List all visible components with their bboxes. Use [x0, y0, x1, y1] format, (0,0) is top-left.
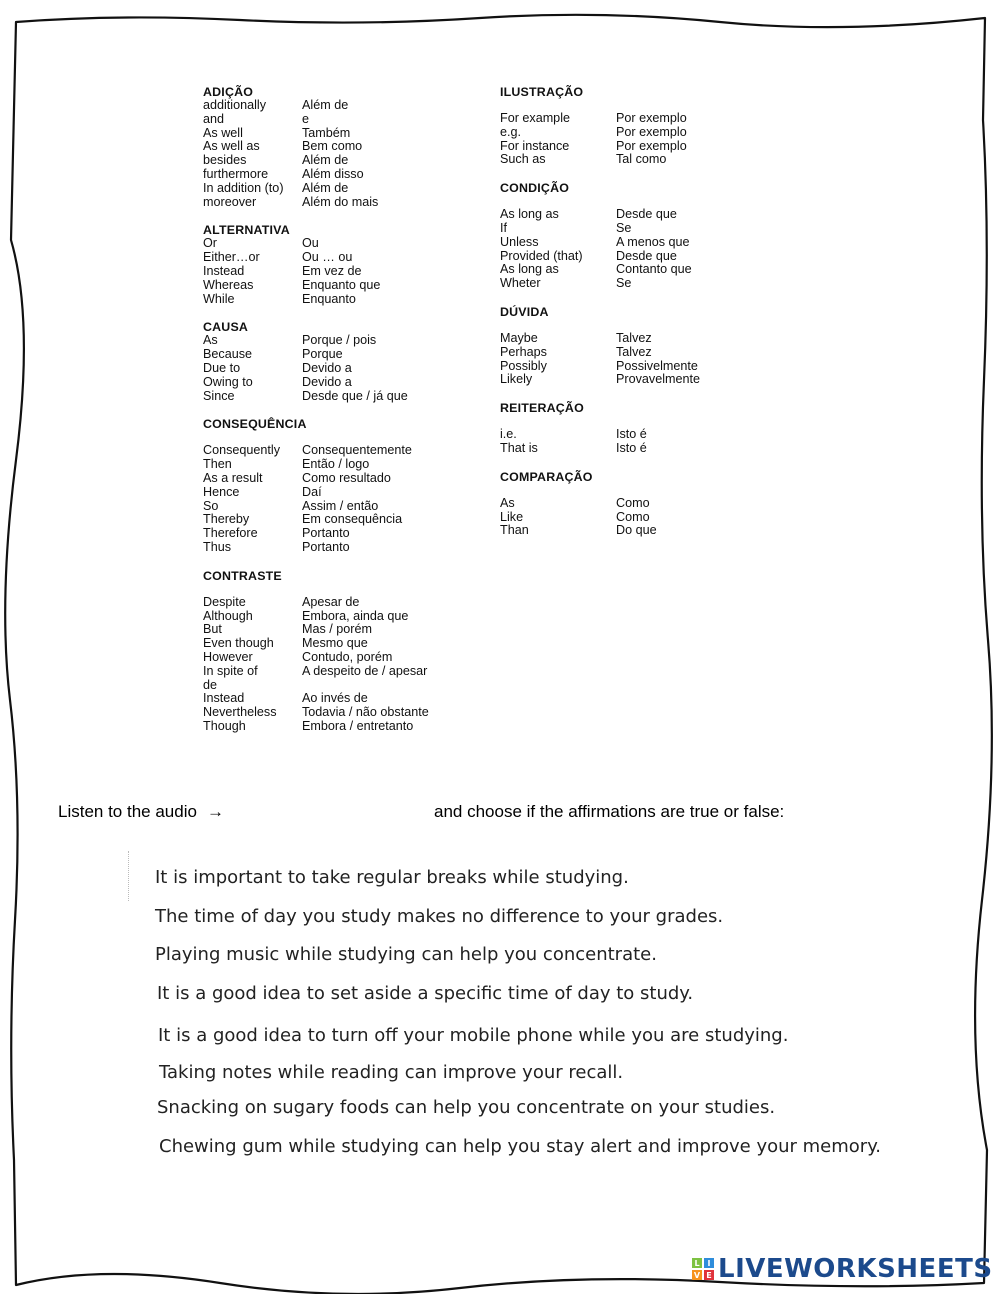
logo-tile-l: L [692, 1258, 702, 1268]
portuguese-translation: Além do mais [302, 194, 379, 209]
connector-row [500, 511, 760, 525]
section-heading: COMPARAÇÃO [500, 469, 593, 484]
english-connector: Therefore [203, 526, 258, 541]
right-section-5 [500, 456, 760, 538]
portuguese-translation: Isto é [616, 440, 647, 455]
english-connector: In addition (to) [203, 180, 284, 195]
logo-wordmark: LIVEWORKSHEETS [718, 1254, 993, 1284]
portuguese-translation: Além de [302, 153, 349, 168]
connector-row [203, 140, 493, 154]
portuguese-translation: Desde que / já que [302, 388, 408, 403]
english-connector: Although [203, 608, 253, 623]
connector-row [203, 376, 493, 390]
english-connector: So [203, 498, 219, 513]
connector-row [203, 596, 493, 610]
connector-row [203, 527, 493, 541]
english-connector: Due to [203, 360, 241, 375]
connector-row [203, 251, 493, 265]
connector-row [500, 153, 760, 167]
portuguese-translation: Do que [616, 523, 657, 538]
english-connector: Thereby [203, 512, 250, 527]
english-connector: Such as [500, 152, 546, 167]
instruction-listen-text: Listen to the audio [58, 802, 197, 821]
connector-row [203, 237, 493, 251]
connector-row [500, 332, 760, 346]
connector-row [203, 390, 493, 404]
right-section-4 [500, 387, 760, 456]
statement-8: Chewing gum while studying can help you stay alert and improve your memory. [159, 1136, 882, 1157]
portuguese-translation: Apesar de [302, 594, 360, 609]
right-section-3 [500, 291, 760, 387]
connector-row [500, 428, 760, 442]
logo-tile-v: V [693, 1270, 701, 1280]
connector-row [203, 692, 493, 706]
portuguese-translation: Assim / então [302, 498, 379, 513]
connector-row [500, 524, 760, 538]
english-connector: Hence [203, 484, 240, 499]
section-heading: CONSEQUÊNCIA [203, 417, 307, 432]
statement-2: The time of day you study makes no difference to your grades. [155, 906, 724, 927]
english-connector: Perhaps [500, 344, 547, 359]
left-section-5 [203, 555, 493, 734]
connector-row [203, 651, 493, 665]
english-connector: Whereas [203, 277, 254, 292]
left-section-4 [203, 403, 493, 554]
instruction-choose-text: and choose if the affirmations are true or false: [434, 802, 785, 821]
connector-row [203, 500, 493, 514]
connector-row [203, 279, 493, 293]
left-section-2 [203, 209, 493, 306]
portuguese-translation: Contudo, porém [302, 649, 393, 664]
connector-row [500, 208, 760, 222]
portuguese-translation: Portanto [302, 539, 350, 554]
english-connector: As well [203, 125, 243, 140]
connector-row [500, 126, 760, 140]
section-heading: CONTRASTE [203, 568, 282, 583]
english-connector: For instance [500, 138, 570, 153]
connector-row [500, 346, 760, 360]
english-connector: Despite [203, 594, 246, 609]
connector-row [500, 112, 760, 126]
section-heading: CAUSA [203, 320, 249, 335]
portuguese-translation: Provavelmente [616, 372, 700, 387]
statement-6: Taking notes while reading can improve your recall. [159, 1062, 624, 1083]
english-connector: moreover [203, 194, 257, 209]
english-connector: Either…or [203, 250, 260, 265]
english-connector: Possibly [500, 358, 547, 373]
connector-row [203, 168, 493, 182]
connector-row [203, 444, 493, 458]
english-connector: Owing to [203, 374, 253, 389]
connector-row [203, 458, 493, 472]
english-connector: Thus [203, 539, 231, 554]
left-section-1 [203, 85, 493, 209]
portuguese-translation: Embora, ainda que [302, 608, 409, 623]
connector-row [500, 277, 760, 291]
connectors-table-left [203, 85, 493, 734]
english-connector: As a result [203, 470, 263, 485]
english-connector: i.e. [500, 427, 517, 442]
connector-row [203, 541, 493, 555]
section-heading: ILUSTRAÇÃO [500, 85, 584, 99]
portuguese-translation: Embora / entretanto [302, 718, 414, 733]
connector-row [203, 265, 493, 279]
connectors-table-right [500, 85, 760, 538]
connector-row [203, 472, 493, 486]
portuguese-translation: A menos que [616, 234, 690, 249]
statement-5: It is a good idea to turn off your mobile phone while you are studying. [158, 1025, 789, 1046]
portuguese-translation: Como resultado [302, 470, 391, 485]
english-connector: Instead [203, 691, 245, 706]
english-connector: Like [500, 509, 524, 524]
portuguese-translation: Talvez [616, 330, 652, 345]
connector-row [203, 127, 493, 141]
english-connector: and [203, 111, 225, 126]
english-connector: However [203, 649, 253, 664]
logo-tiles [692, 1258, 714, 1280]
english-connector: As [500, 495, 515, 510]
english-connector: For example [500, 111, 570, 125]
connector-row [203, 99, 493, 113]
connector-row [500, 373, 760, 387]
english-connector: Even though [203, 636, 274, 651]
connector-row [500, 222, 760, 236]
liveworksheets-logo[interactable] [692, 1253, 993, 1285]
portuguese-translation: Ou … ou [302, 250, 353, 265]
english-connector: In spite of [203, 663, 258, 678]
section-heading: DÚVIDA [500, 304, 549, 319]
portuguese-translation: Ao invés de [302, 691, 368, 706]
connector-row [203, 196, 493, 210]
english-connector: That is [500, 440, 538, 455]
portuguese-translation: Todavia / não obstante [302, 705, 429, 720]
right-section-1 [500, 85, 760, 167]
connector-row [203, 486, 493, 500]
connector-row [500, 497, 760, 511]
portuguese-translation: Isto é [616, 427, 647, 442]
english-connector: e.g. [500, 124, 522, 139]
dotted-marker [128, 851, 129, 901]
connector-row [203, 706, 493, 720]
english-connector: besides [203, 153, 247, 168]
statement-7: Snacking on sugary foods can help you concentrate on your studies. [157, 1097, 776, 1118]
portuguese-translation: Consequentemente [302, 443, 412, 458]
english-connector: Nevertheless [203, 705, 277, 720]
english-connector: If [500, 220, 507, 235]
english-connector: As long as [500, 262, 559, 277]
english-connector: Consequently [203, 443, 281, 458]
connector-row [203, 182, 493, 196]
connector-row [203, 623, 493, 637]
english-connector: Or [203, 236, 217, 251]
portuguese-translation: e [302, 111, 310, 126]
english-connector: But [203, 622, 222, 637]
right-section-2 [500, 167, 760, 291]
connector-row [500, 236, 760, 250]
portuguese-translation: Possivelmente [616, 358, 698, 373]
connector-row [203, 513, 493, 527]
logo-tile-e: E [704, 1270, 714, 1280]
english-connector: Though [203, 718, 246, 733]
portuguese-translation: Como [616, 509, 650, 524]
portuguese-translation: Devido a [302, 374, 352, 389]
portuguese-translation: Como [616, 495, 650, 510]
connector-row [203, 362, 493, 376]
english-connector: Wheter [500, 276, 541, 291]
portuguese-translation: Então / logo [302, 457, 370, 472]
portuguese-translation: Porque / pois [302, 333, 377, 348]
portuguese-translation: Também [302, 125, 351, 140]
connector-row [500, 263, 760, 277]
connector-row [203, 637, 493, 651]
logo-tile-i: I [704, 1258, 714, 1268]
portuguese-translation: Por exemplo [616, 111, 687, 125]
english-connector: de [203, 677, 218, 692]
portuguese-translation: Além de [302, 180, 349, 195]
portuguese-translation: Em vez de [302, 263, 362, 278]
portuguese-translation: Se [616, 220, 632, 235]
connector-row [203, 293, 493, 307]
portuguese-translation: Talvez [616, 344, 652, 359]
portuguese-translation: Mas / porém [302, 622, 372, 637]
english-connector: Because [203, 347, 253, 362]
connector-row [203, 348, 493, 362]
portuguese-translation: A despeito de / apesar [302, 663, 428, 678]
english-connector: While [203, 291, 235, 306]
left-section-3 [203, 306, 493, 403]
portuguese-translation: Em consequência [302, 512, 403, 527]
portuguese-translation: Contanto que [616, 262, 692, 277]
portuguese-translation: Enquanto [302, 291, 356, 306]
connector-row [500, 250, 760, 264]
english-connector: Then [203, 457, 232, 472]
english-connector: Unless [500, 234, 539, 249]
portuguese-translation: Porque [302, 347, 343, 362]
english-connector: Likely [500, 372, 533, 387]
english-connector: Instead [203, 263, 245, 278]
section-heading: REITERAÇÃO [500, 401, 584, 416]
portuguese-translation: Desde que [616, 248, 677, 263]
english-connector: As long as [500, 207, 559, 222]
connector-row [203, 665, 493, 679]
english-connector: furthermore [203, 166, 269, 181]
section-heading: ALTERNATIVA [203, 223, 290, 238]
connector-row [203, 334, 493, 348]
portuguese-translation: Além de [302, 98, 349, 112]
connector-row [203, 720, 493, 734]
portuguese-translation: Mesmo que [302, 636, 368, 651]
portuguese-translation: Por exemplo [616, 138, 687, 153]
portuguese-translation: Daí [302, 484, 322, 499]
connector-row [500, 140, 760, 154]
section-heading: ADIÇÃO [203, 85, 254, 99]
connector-row [203, 113, 493, 127]
statement-3: Playing music while studying can help you concentrate. [155, 944, 657, 965]
english-connector: Than [500, 523, 529, 538]
portuguese-translation: Devido a [302, 360, 352, 375]
connector-row [203, 610, 493, 624]
english-connector: As well as [203, 139, 260, 154]
english-connector: Maybe [500, 330, 538, 345]
section-heading: CONDIÇÃO [500, 181, 570, 196]
portuguese-translation: Se [616, 276, 632, 291]
english-connector: Provided (that) [500, 248, 583, 263]
portuguese-translation: Portanto [302, 526, 350, 541]
arrow-right-icon: → [206, 802, 224, 821]
english-connector: As [203, 333, 218, 348]
connector-row [500, 442, 760, 456]
portuguese-translation: Tal como [616, 152, 667, 167]
instruction-line [58, 802, 958, 824]
connector-row [203, 154, 493, 168]
english-connector: Since [203, 388, 235, 403]
connector-row [203, 679, 493, 693]
portuguese-translation: Por exemplo [616, 124, 687, 139]
portuguese-translation: Enquanto que [302, 277, 381, 292]
english-connector: additionally [203, 98, 267, 112]
statement-1: It is important to take regular breaks while studying. [155, 867, 629, 888]
connector-row [500, 360, 760, 374]
portuguese-translation: Bem como [302, 139, 363, 154]
portuguese-translation: Desde que [616, 207, 677, 222]
portuguese-translation: Ou [302, 236, 319, 251]
portuguese-translation: Além disso [302, 166, 364, 181]
statement-4: It is a good idea to set aside a specific time of day to study. [157, 983, 694, 1004]
